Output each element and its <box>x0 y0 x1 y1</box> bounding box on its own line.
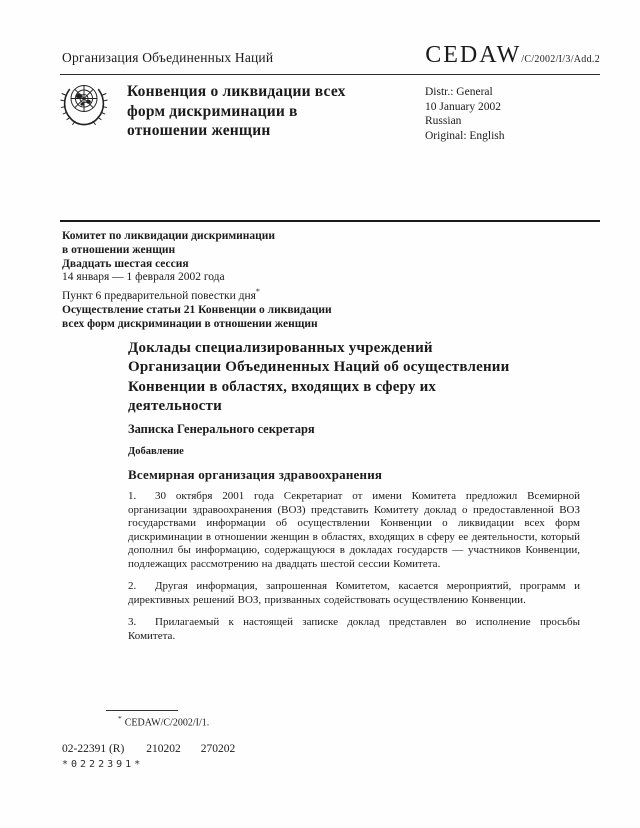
paragraph-text: Другая информация, запрошенная Комитетом, касается мероприятий, программ и директивных решений ВОЗ, призванных содействовать осуществлению Конвенции. <box>128 580 580 606</box>
session-number: Двадцать шестая сессия <box>62 257 189 270</box>
section-rule <box>60 220 600 222</box>
paragraph-number: 2. <box>128 580 137 592</box>
convention-title-line: форм дискриминации в <box>127 102 298 120</box>
footer-date: 270202 <box>200 743 236 755</box>
barcode-text: *0222391* <box>62 759 144 770</box>
header-rule <box>60 74 600 75</box>
body-paragraphs <box>128 490 580 652</box>
agenda-item <box>62 285 332 304</box>
body-paragraph <box>128 490 580 571</box>
document-symbol <box>425 42 600 69</box>
footnote-text: CEDAW/C/2002/I/1. <box>124 717 210 729</box>
body-paragraph <box>128 580 580 607</box>
document-symbol-main: CEDAW <box>425 42 522 68</box>
document-subtitle: Записка Генерального секретаря <box>128 422 315 436</box>
convention-title-line: отношении женщин <box>127 122 271 139</box>
footnote-rule <box>106 710 178 711</box>
session-dates: 14 января — 1 февраля 2002 года <box>62 271 225 284</box>
paragraph-number: 1. <box>128 490 137 502</box>
convention-title <box>127 82 427 141</box>
org-name: Организация Объединенных Наций <box>62 50 274 65</box>
document-title-line: Конвенции в областях, входящих в сферу их <box>128 378 437 395</box>
distribution-block <box>425 85 505 143</box>
un-emblem-icon <box>58 78 110 132</box>
original-language-line: Original: English <box>425 129 505 142</box>
session-block <box>62 230 332 331</box>
agenda-subject-line: Осуществление статьи 21 Конвенции о ликвидации <box>62 303 332 316</box>
footer-date: 210202 <box>146 743 181 755</box>
document-title-line: Доклады специализированных учреждений <box>128 340 433 356</box>
body-paragraph <box>128 616 580 643</box>
date-line: 10 January 2002 <box>425 100 502 113</box>
footer-reference-line <box>62 743 235 755</box>
committee-name-line: в отношении женщин <box>62 243 176 256</box>
section-heading: Всемирная организация здравоохранения <box>128 467 383 482</box>
distr-line: Distr.: General <box>425 86 493 98</box>
language-line: Russian <box>425 115 462 128</box>
document-title-line: деятельности <box>128 398 222 415</box>
agenda-subject-line: всех форм дискриминации в отношении женщин <box>62 317 318 330</box>
footer-doc-number: 02-22391 (R) <box>62 743 125 755</box>
document-title <box>128 339 588 417</box>
document-title-line: Организации Объединенных Наций об осуществлении <box>128 359 510 376</box>
footnote-marker: * <box>118 714 122 723</box>
agenda-item-text: Пункт 6 предварительной повестки дня <box>62 290 256 303</box>
document-symbol-suffix: /C/2002/I/3/Add.2 <box>521 54 600 65</box>
footnote <box>118 714 209 728</box>
footnote-marker: * <box>255 287 260 297</box>
paragraph-text: 30 октября 2001 года Секретариат от имени Комитета предложил Всемирной организации здравоохранения (ВОЗ) представить Комитету доклад о предоставленной ВОЗ государствами информации об осуществлении Конвенции о ликвидации всех форм дискриминации в отношении женщин в областях, входящих в сферу ее деятельности, который дополнил бы информацию, содержащуюся в докладах государств — участников Конвенции, подлежащих рассмотрению на двадцать шестой сессии Комитета. <box>128 490 580 570</box>
committee-name-line: Комитет по ликвидации дискриминации <box>62 230 276 242</box>
convention-title-line: Конвенция о ликвидации всех <box>127 83 346 100</box>
paragraph-text: Прилагаемый к настоящей записке доклад представлен во исполнение просьбы Комитета. <box>128 616 580 642</box>
paragraph-number: 3. <box>128 616 137 628</box>
addendum-label: Добавление <box>128 446 184 457</box>
